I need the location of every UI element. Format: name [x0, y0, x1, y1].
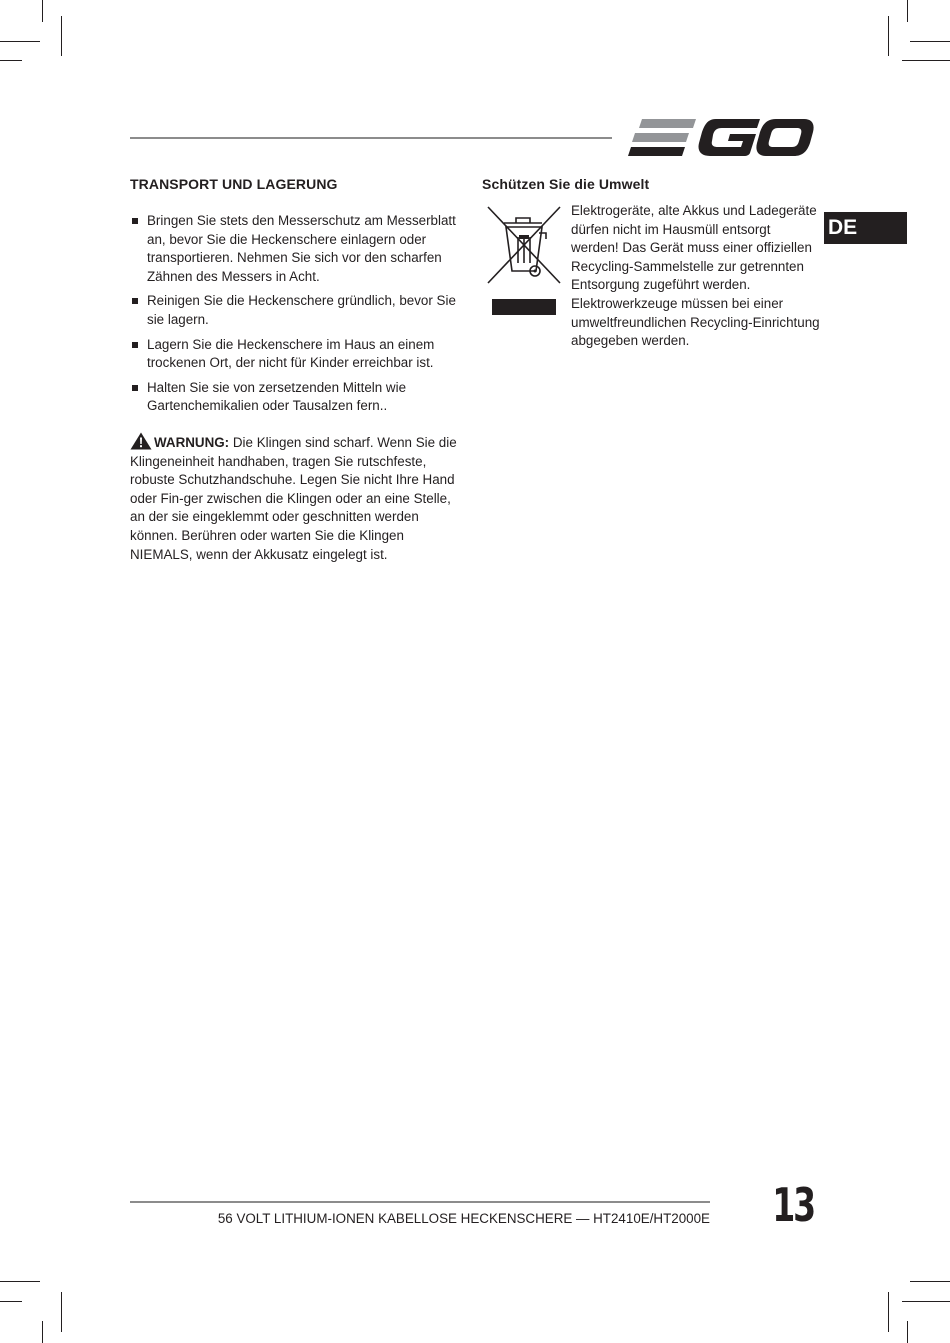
list-item-text: Reinigen Sie die Heckenschere gründlich, bevor Sie sie lagern. — [147, 293, 456, 327]
environment-section — [482, 176, 820, 349]
crop-mark — [0, 60, 22, 61]
list-item-text: Lagern Sie die Heckenschere im Haus an einem trockenen Ort, der nicht für Kinder erreichbar ist. — [147, 336, 435, 371]
header-rule — [130, 137, 612, 139]
crop-mark — [888, 16, 889, 56]
bullet-square-icon — [132, 385, 138, 391]
crop-mark — [888, 1292, 889, 1332]
crop-mark — [902, 1301, 950, 1302]
list-item-text: Bringen Sie stets den Messerschutz am Messerblatt an, bevor Sie die Heckenschere einlagern oder transportieren. Nehmen Sie sich vor den scharfen Zähnen des Messers in Acht. — [147, 213, 456, 284]
crop-mark — [902, 60, 950, 61]
crop-mark — [907, 0, 908, 22]
crop-mark — [61, 1292, 62, 1332]
crop-mark — [0, 1301, 22, 1302]
crop-mark — [61, 16, 62, 56]
crop-mark — [42, 1321, 43, 1343]
crop-mark — [0, 1281, 40, 1282]
bullet-square-icon — [132, 218, 138, 224]
environment-text: Elektrogeräte, alte Akkus und Ladegeräte dürfen nicht im Hausmüll entsorgt werden! Das Gerät muss einer offiziellen Recycling-Sammelstelle zur getrennten Entsorgung zugeführt werden. Elektrowerkzeuge müssen bei einer umweltfreundlichen Recycling-Einrichtung abgegeben werden. — [571, 203, 820, 349]
list-item — [130, 212, 462, 286]
footer-rule — [130, 1201, 710, 1203]
list-item — [130, 292, 462, 329]
list-item — [130, 336, 462, 373]
crossed-out-wheelie-bin-icon — [486, 205, 562, 317]
warning-block — [130, 432, 462, 564]
section-title: Schützen Sie die Umwelt — [482, 176, 650, 192]
crop-mark — [0, 41, 40, 42]
section-title: TRANSPORT UND LAGERUNG — [130, 176, 338, 192]
warning-triangle-icon — [130, 432, 152, 450]
ego-logo — [628, 117, 814, 159]
list-item — [130, 379, 462, 416]
language-tab: DE — [824, 212, 907, 244]
warning-label: WARNUNG: — [154, 434, 230, 450]
crop-mark — [907, 1321, 908, 1343]
warning-text: Die Klingen sind scharf. Wenn Sie die Klingeneinheit handhaben, tragen Sie rutschfeste, robuste Schutzhandschuhe. Legen Sie nicht Ihre Hand oder Fin-ger zwischen die Klingen oder an eine Stelle, an der sie eingeklemmt oder geschnitten werden können. Berühren oder warten Sie die Klingen NIEMALS, wenn der Akkusatz eingelegt ist. — [130, 434, 457, 562]
page-number: 13 — [772, 1178, 814, 1232]
transport-section — [130, 176, 462, 564]
crop-mark — [910, 41, 950, 42]
bullet-list — [130, 212, 462, 416]
bullet-square-icon — [132, 342, 138, 348]
crop-mark — [910, 1281, 950, 1282]
crop-mark — [42, 0, 43, 22]
list-item-text: Halten Sie sie von zersetzenden Mitteln wie Gartenchemikalien oder Tausalzen fern.. — [147, 379, 407, 414]
footer-text: 56 VOLT LITHIUM-IONEN KABELLOSE HECKENSCHERE — HT2410E/HT2000E — [217, 1211, 710, 1226]
bullet-square-icon — [132, 298, 138, 304]
